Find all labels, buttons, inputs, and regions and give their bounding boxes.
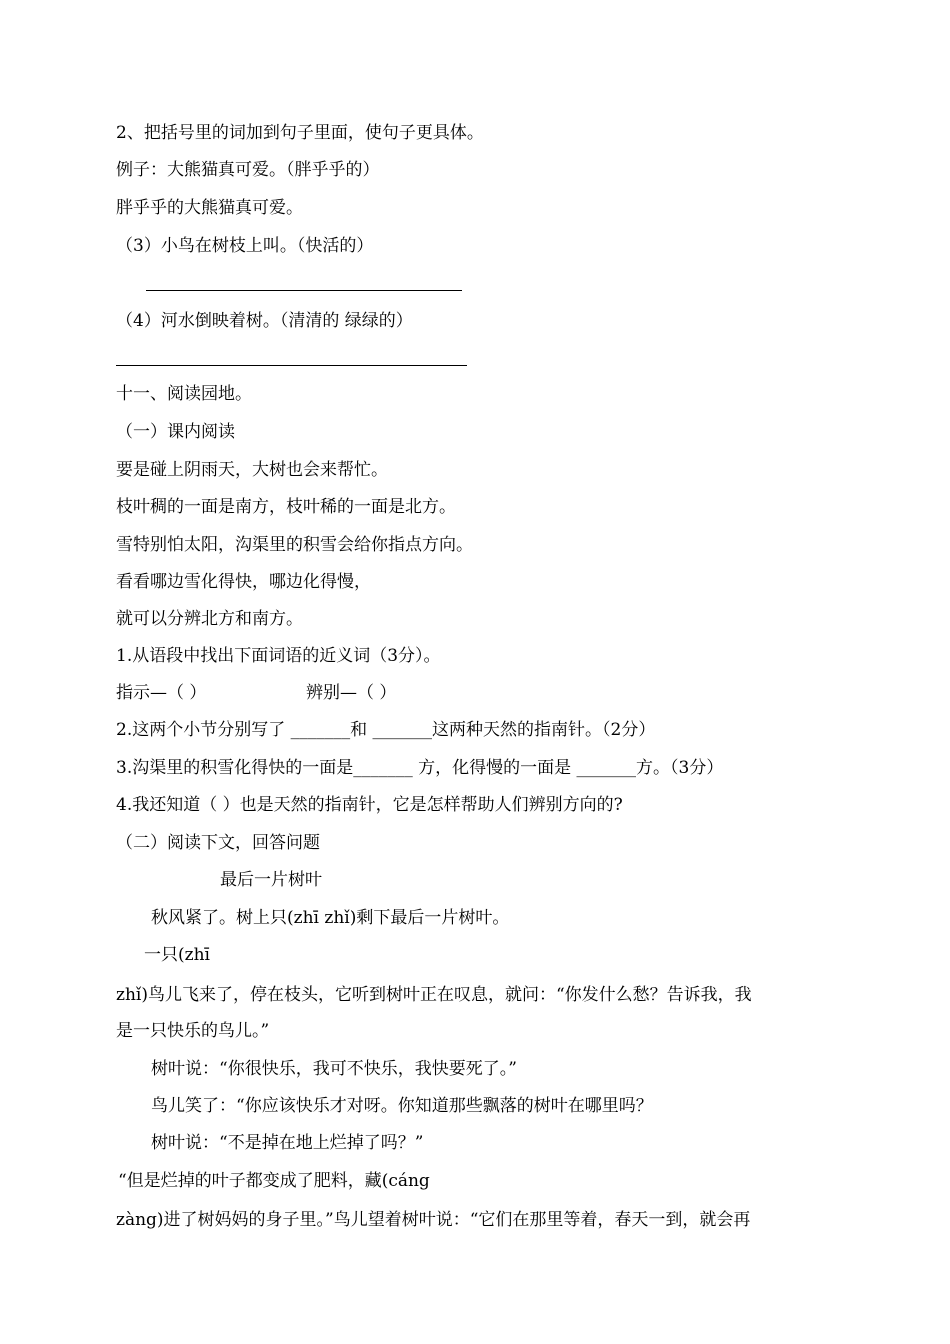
part-2-heading: （二）阅读下文，回答问题 [116, 833, 320, 853]
story-paragraph: “但是烂掉的叶子都变成了肥料，藏(cáng [118, 1171, 430, 1191]
item-4: （4）河水倒映着树。（清清的 绿绿的） [116, 311, 413, 331]
poem-line: 要是碰上阴雨天，大树也会来帮忙。 [116, 460, 388, 480]
answer-line-item-3[interactable] [146, 290, 462, 291]
story-paragraph: 是一只快乐的鸟儿。” [116, 1021, 270, 1041]
part-1-heading: （一）课内阅读 [116, 422, 235, 442]
answer-line-item-4[interactable] [116, 365, 467, 366]
poem-line: 枝叶稠的一面是南方，枝叶稀的一面是北方。 [116, 497, 456, 517]
example-sentence: 例子：大熊猫真可爱。（胖乎乎的） [116, 160, 380, 180]
story-paragraph: zàng)进了树妈妈的身子里。”鸟儿望着树叶说：“它们在那里等着，春天一到，就会再 [116, 1210, 751, 1230]
question-1-word-b[interactable]: 辨别—（ ） [306, 683, 397, 703]
section-11-heading: 十一、阅读园地。 [116, 384, 252, 404]
q2-heading: 2、把括号里的词加到句子里面，使句子更具体。 [116, 123, 484, 143]
story-paragraph: 鸟儿笑了：“你应该快乐才对呀。你知道那些飘落的树叶在哪里吗？ [151, 1096, 653, 1116]
poem-line: 雪特别怕太阳，沟渠里的积雪会给你指点方向。 [116, 535, 473, 555]
question-2[interactable]: 2.这两个小节分别写了 _______和 _______这两种天然的指南针。（2分） [116, 720, 656, 740]
story-paragraph: 一只(zhī [144, 945, 210, 965]
story-paragraph: zhǐ)鸟儿飞来了，停在枝头，它听到树叶正在叹息，就问：“你发什么愁？告诉我，我 [116, 985, 752, 1005]
story-title: 最后一片树叶 [220, 870, 322, 890]
question-1-word-a[interactable]: 指示—（ ） [116, 683, 207, 703]
poem-line: 就可以分辨北方和南方。 [116, 609, 303, 629]
story-paragraph: 秋风紧了。树上只(zhī zhǐ)剩下最后一片树叶。 [151, 908, 510, 928]
example-answer: 胖乎乎的大熊猫真可爱。 [116, 198, 303, 218]
question-3[interactable]: 3.沟渠里的积雪化得快的一面是_______ 方，化得慢的一面是 _______方。（3分） [116, 758, 724, 778]
question-1: 1.从语段中找出下面词语的近义词（3分）。 [116, 646, 441, 666]
story-paragraph: 树叶说：“不是掉在地上烂掉了吗？” [151, 1133, 424, 1153]
question-4[interactable]: 4.我还知道（ ）也是天然的指南针，它是怎样帮助人们辨别方向的? [116, 795, 623, 815]
item-3: （3）小鸟在树枝上叫。（快活的） [116, 236, 374, 256]
poem-line: 看看哪边雪化得快，哪边化得慢， [116, 572, 371, 592]
story-paragraph: 树叶说：“你很快乐，我可不快乐，我快要死了。” [151, 1059, 517, 1079]
